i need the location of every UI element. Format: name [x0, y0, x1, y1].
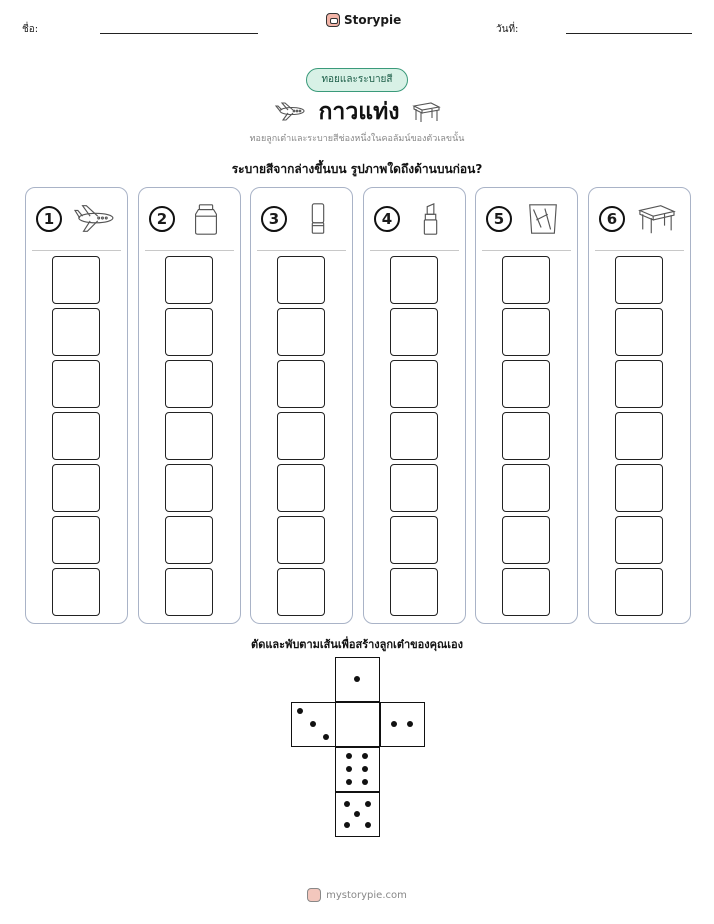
dice-face — [380, 702, 425, 747]
dice-pip — [391, 721, 397, 727]
coloring-cell[interactable] — [165, 568, 213, 616]
plastic-bag-icon — [518, 201, 568, 237]
dice-face — [291, 702, 336, 747]
storypie-logo-icon — [307, 888, 321, 902]
table-icon — [411, 100, 441, 124]
dice-pip — [365, 822, 371, 828]
coloring-cell[interactable] — [502, 516, 550, 564]
dice-column-1 — [25, 187, 128, 624]
divider — [482, 250, 571, 251]
dice-pip — [362, 766, 368, 772]
dice-pip — [354, 676, 360, 682]
coloring-cell[interactable] — [52, 516, 100, 564]
dice-face — [335, 747, 380, 792]
coloring-cell[interactable] — [165, 360, 213, 408]
name-label: ชื่อ: — [22, 24, 39, 35]
coloring-cell[interactable] — [277, 464, 325, 512]
dice-pip — [346, 753, 352, 759]
column-number: 4 — [374, 206, 400, 232]
coloring-cell[interactable] — [52, 464, 100, 512]
question-text: ระบายสีจากล่างขึ้นบน รูปภาพใดถึงด้านบนก่อน? — [231, 162, 483, 176]
dice-pip — [344, 822, 350, 828]
coloring-cell[interactable] — [390, 568, 438, 616]
dice-pip — [346, 766, 352, 772]
coloring-cell[interactable] — [615, 464, 663, 512]
coloring-cell[interactable] — [165, 464, 213, 512]
coloring-cell[interactable] — [390, 308, 438, 356]
brand-logo — [326, 13, 401, 27]
subtitle: ทอยลูกเต๋าและระบายสีช่องหนึ่งในคอลัมน์ของตัวเลขนั้น — [249, 134, 465, 144]
dice-pip — [310, 721, 316, 727]
dice-pip — [362, 753, 368, 759]
coloring-cell[interactable] — [277, 256, 325, 304]
coloring-cell[interactable] — [52, 256, 100, 304]
divider — [32, 250, 121, 251]
coloring-cell[interactable] — [277, 360, 325, 408]
dice-pip — [344, 801, 350, 807]
dice-pip — [365, 801, 371, 807]
brand-name: Storypie — [344, 13, 402, 27]
coloring-cell[interactable] — [615, 360, 663, 408]
coloring-cell[interactable] — [165, 516, 213, 564]
dice-column-3 — [250, 187, 353, 624]
divider — [370, 250, 459, 251]
dice-pip — [362, 779, 368, 785]
coloring-cell[interactable] — [390, 464, 438, 512]
dice-pip — [354, 811, 360, 817]
dice-column-5 — [475, 187, 578, 624]
dice-pip — [297, 708, 303, 714]
dice-pip — [346, 779, 352, 785]
column-number: 1 — [36, 206, 62, 232]
name-line[interactable] — [100, 33, 258, 34]
column-number: 6 — [599, 206, 625, 232]
divider — [257, 250, 346, 251]
activity-badge: ทอยและระบายสี — [306, 68, 408, 92]
column-number: 5 — [486, 206, 512, 232]
coloring-cell[interactable] — [502, 464, 550, 512]
coloring-cell[interactable] — [502, 256, 550, 304]
coloring-cell[interactable] — [615, 256, 663, 304]
coloring-cell[interactable] — [390, 412, 438, 460]
dice-pip — [323, 734, 329, 740]
lipstick-icon — [406, 201, 456, 237]
date-label: วันที่: — [496, 24, 519, 35]
divider — [145, 250, 234, 251]
footer — [0, 888, 714, 902]
coloring-cell[interactable] — [165, 308, 213, 356]
coloring-cell[interactable] — [502, 308, 550, 356]
coloring-cell[interactable] — [52, 360, 100, 408]
dice-pip — [407, 721, 413, 727]
footer-url[interactable]: mystorypie.com — [326, 889, 407, 901]
coloring-cell[interactable] — [277, 516, 325, 564]
storypie-logo-icon — [326, 13, 340, 27]
dice-face — [335, 792, 380, 837]
coloring-cell[interactable] — [615, 308, 663, 356]
glue-stick-icon — [293, 201, 343, 237]
coloring-cell[interactable] — [52, 412, 100, 460]
airplane-icon — [68, 201, 118, 237]
date-line[interactable] — [566, 33, 692, 34]
title-row — [0, 94, 714, 130]
coloring-cell[interactable] — [390, 516, 438, 564]
coloring-cell[interactable] — [615, 516, 663, 564]
cut-instruction: ตัดและพับตามเส้นเพื่อสร้างลูกเต๋าของคุณเอง — [251, 638, 463, 651]
dice-column-4 — [363, 187, 466, 624]
coloring-cell[interactable] — [502, 412, 550, 460]
coloring-cell[interactable] — [277, 568, 325, 616]
column-number: 2 — [149, 206, 175, 232]
coloring-cell[interactable] — [502, 360, 550, 408]
coloring-cell[interactable] — [615, 568, 663, 616]
coloring-cell[interactable] — [390, 360, 438, 408]
jar-icon — [181, 201, 231, 237]
coloring-cell[interactable] — [615, 412, 663, 460]
coloring-cell[interactable] — [390, 256, 438, 304]
coloring-cell[interactable] — [165, 412, 213, 460]
coloring-cell[interactable] — [277, 412, 325, 460]
dice-face — [335, 702, 380, 747]
airplane-icon — [273, 101, 307, 123]
dice-column-6 — [588, 187, 691, 624]
column-number: 3 — [261, 206, 287, 232]
coloring-cell[interactable] — [52, 568, 100, 616]
divider — [595, 250, 684, 251]
coloring-cell[interactable] — [502, 568, 550, 616]
table-icon — [631, 201, 681, 237]
dice-face — [335, 657, 380, 702]
coloring-cell[interactable] — [165, 256, 213, 304]
dice-column-2 — [138, 187, 241, 624]
coloring-cell[interactable] — [277, 308, 325, 356]
coloring-cell[interactable] — [52, 308, 100, 356]
page-title: กาวแท่ง — [318, 99, 400, 125]
